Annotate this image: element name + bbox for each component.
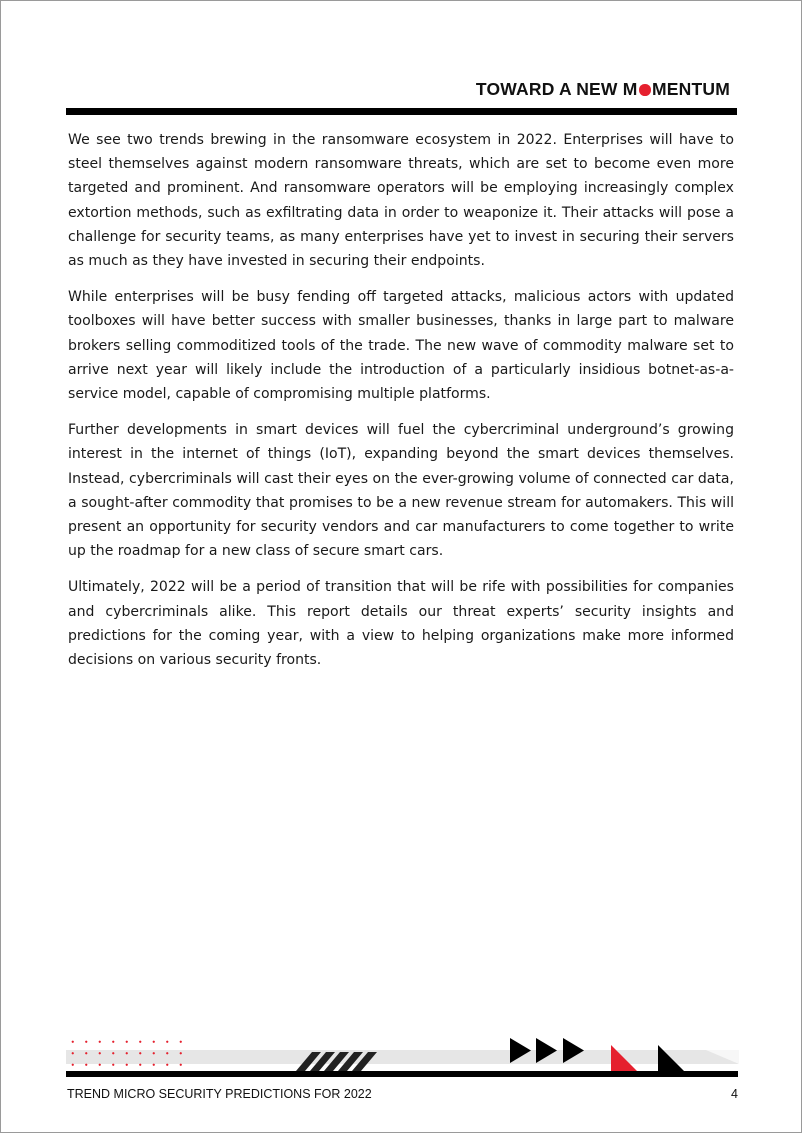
black-triangle-icon <box>658 1045 684 1071</box>
paragraph-2: While enterprises will be busy fending off targeted attacks, malicious actors with updated toolboxes will have better success with smaller businesses, thanks in large part to malware brokers selling commoditized tools of the trade. The new wave of commodity malware set to arrive next year will likely include the introduction of a particularly insidious botnet-as-a-service model, capable of compromising multiple platforms. <box>68 289 734 403</box>
header-title-part-2: MENTUM <box>652 79 730 99</box>
footer-report-title: TREND MICRO SECURITY PREDICTIONS FOR 2022 <box>67 1087 372 1101</box>
page-number: 4 <box>731 1087 738 1101</box>
paragraph-3: Further developments in smart devices will fuel the cybercriminal underground’s growing interest in the internet of things (IoT), expanding beyond the smart devices themselves. Instead, cybercriminals will cast their eyes on the ever-growing volume of connected car data, a sought-after commodity that promises to be a new revenue stream for automakers. This will present an opportunity for security vendors and car manufacturers to come together to write up the roadmap for a new class of secure smart cars. <box>68 422 734 560</box>
diagonal-stripes-decoration <box>296 1052 377 1071</box>
paragraph-4: Ultimately, 2022 will be a period of transition that will be rife with possibilities for companies and cybercriminals alike. This report details our threat experts’ security insights and predictions for the coming year, with a view to helping organizations make more informed decisions on various security fronts. <box>68 579 734 669</box>
header-title-part-1: TOWARD A NEW M <box>475 79 638 99</box>
light-triangle-icon <box>706 1050 739 1064</box>
triple-arrow-icon <box>510 1038 584 1063</box>
paragraph-1: We see two trends brewing in the ransomware ecosystem in 2022. Enterprises will have to steel themselves against modern ransomware threats, which are set to become even more targeted and prominent. And ransomware operators will be employing increasingly complex extortion methods, such as exfiltrating data in order to weaponize it. Their attacks will pose a challenge for security teams, as many enterprises have yet to invest in securing their servers as much as they have invested in securing their endpoints. <box>68 132 734 270</box>
red-triangle-icon <box>611 1045 637 1071</box>
